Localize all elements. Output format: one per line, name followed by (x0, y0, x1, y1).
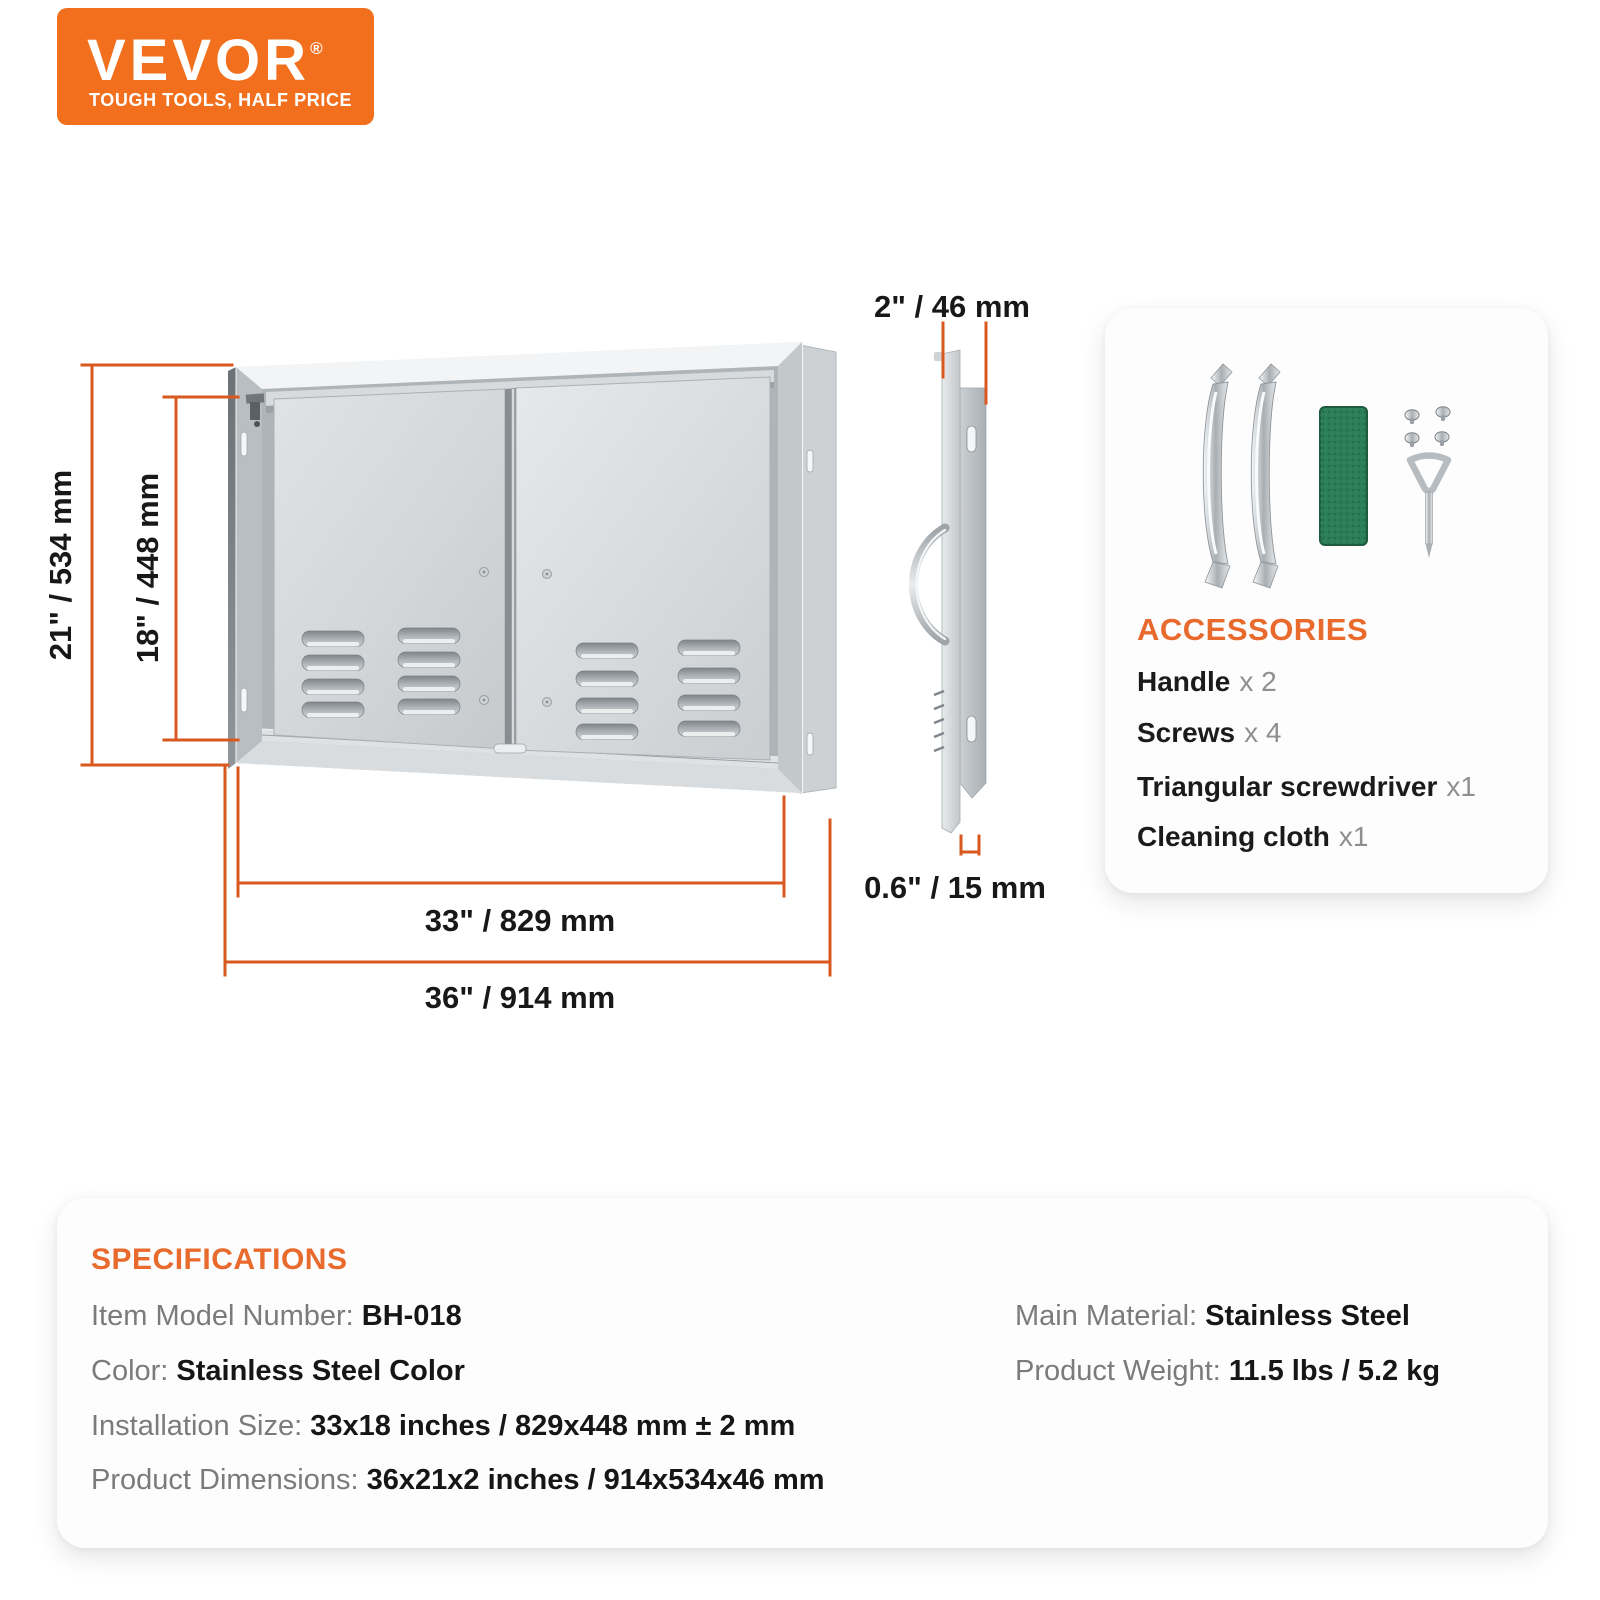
screws-icon (1405, 407, 1450, 447)
side-slot (967, 426, 976, 452)
side-view-illustration (914, 350, 987, 833)
louver-icon (398, 676, 460, 692)
door-right-flange (800, 345, 836, 793)
spec-row-product-dimensions: Product Dimensions: 36x21x2 inches / 914x534x46 mm (91, 1464, 825, 1496)
spec-row-material: Main Material: Stainless Steel (1015, 1300, 1410, 1332)
louver-icon (678, 668, 740, 684)
door-divider (505, 388, 516, 750)
louver-icon (302, 679, 364, 695)
dim-cutout-width-label: 33" / 829 mm (424, 903, 616, 938)
dim-flange-label: 0.6" / 15 mm (864, 870, 1046, 905)
louver-icon (302, 702, 364, 718)
louver-icon (678, 640, 740, 656)
handle-icon (1251, 364, 1280, 588)
accessory-item-screws: Screws x 4 (1137, 717, 1282, 748)
cleaning-pad-icon (1320, 407, 1367, 545)
side-slot (967, 716, 976, 742)
dim-cutout-height-label: 18" / 448 mm (130, 472, 165, 664)
accessories-card (1105, 308, 1548, 893)
accessory-item-cloth: Cleaning cloth x1 (1137, 821, 1369, 852)
louver-icon (398, 628, 460, 644)
frame-slot (241, 432, 247, 456)
handle-icon (1203, 364, 1232, 588)
dim-overall-height-label: 21" / 534 mm (43, 469, 78, 661)
flange-slot (807, 733, 813, 755)
dim-overall-width-label: 36" / 914 mm (424, 980, 616, 1015)
louver-icon (678, 721, 740, 737)
specifications-title: SPECIFICATIONS (91, 1243, 348, 1276)
accessories-title: ACCESSORIES (1137, 612, 1369, 647)
louver-icon (576, 698, 638, 714)
louver-icon (398, 652, 460, 668)
brand-tagline: TOUGH TOOLS, HALF PRICE (89, 90, 353, 110)
accessories-icons (1105, 308, 1548, 608)
spec-row-model: Item Model Number: BH-018 (91, 1300, 462, 1332)
accessory-item-handle: Handle x 2 (1137, 666, 1277, 697)
flange-slot (807, 450, 813, 472)
brand-text: VEVOR (87, 28, 311, 93)
louver-icon (576, 643, 638, 659)
triangular-screwdriver-icon (1410, 456, 1448, 559)
front-door-illustration (228, 342, 836, 793)
dim-depth-label: 2" / 46 mm (874, 289, 1030, 324)
spec-row-color: Color: Stainless Steel Color (91, 1355, 465, 1387)
side-front-plate (942, 350, 960, 833)
accessory-item-screwdriver: Triangular screwdriver x1 (1137, 771, 1476, 802)
louver-icon (576, 671, 638, 687)
louver-icon (576, 724, 638, 740)
louver-icon (302, 655, 364, 671)
registered-mark: ® (310, 39, 323, 58)
louver-icon (302, 631, 364, 647)
louver-icon (398, 699, 460, 715)
spec-row-installation-size: Installation Size: 33x18 inches / 829x448 mm ± 2 mm (91, 1410, 796, 1442)
frame-slot (241, 688, 247, 712)
door-left-edge (228, 367, 236, 769)
louver-icon (678, 695, 740, 711)
spec-row-weight: Product Weight: 11.5 lbs / 5.2 kg (1015, 1355, 1441, 1387)
left-door-panel (274, 389, 505, 749)
specifications-card (57, 1198, 1548, 1548)
